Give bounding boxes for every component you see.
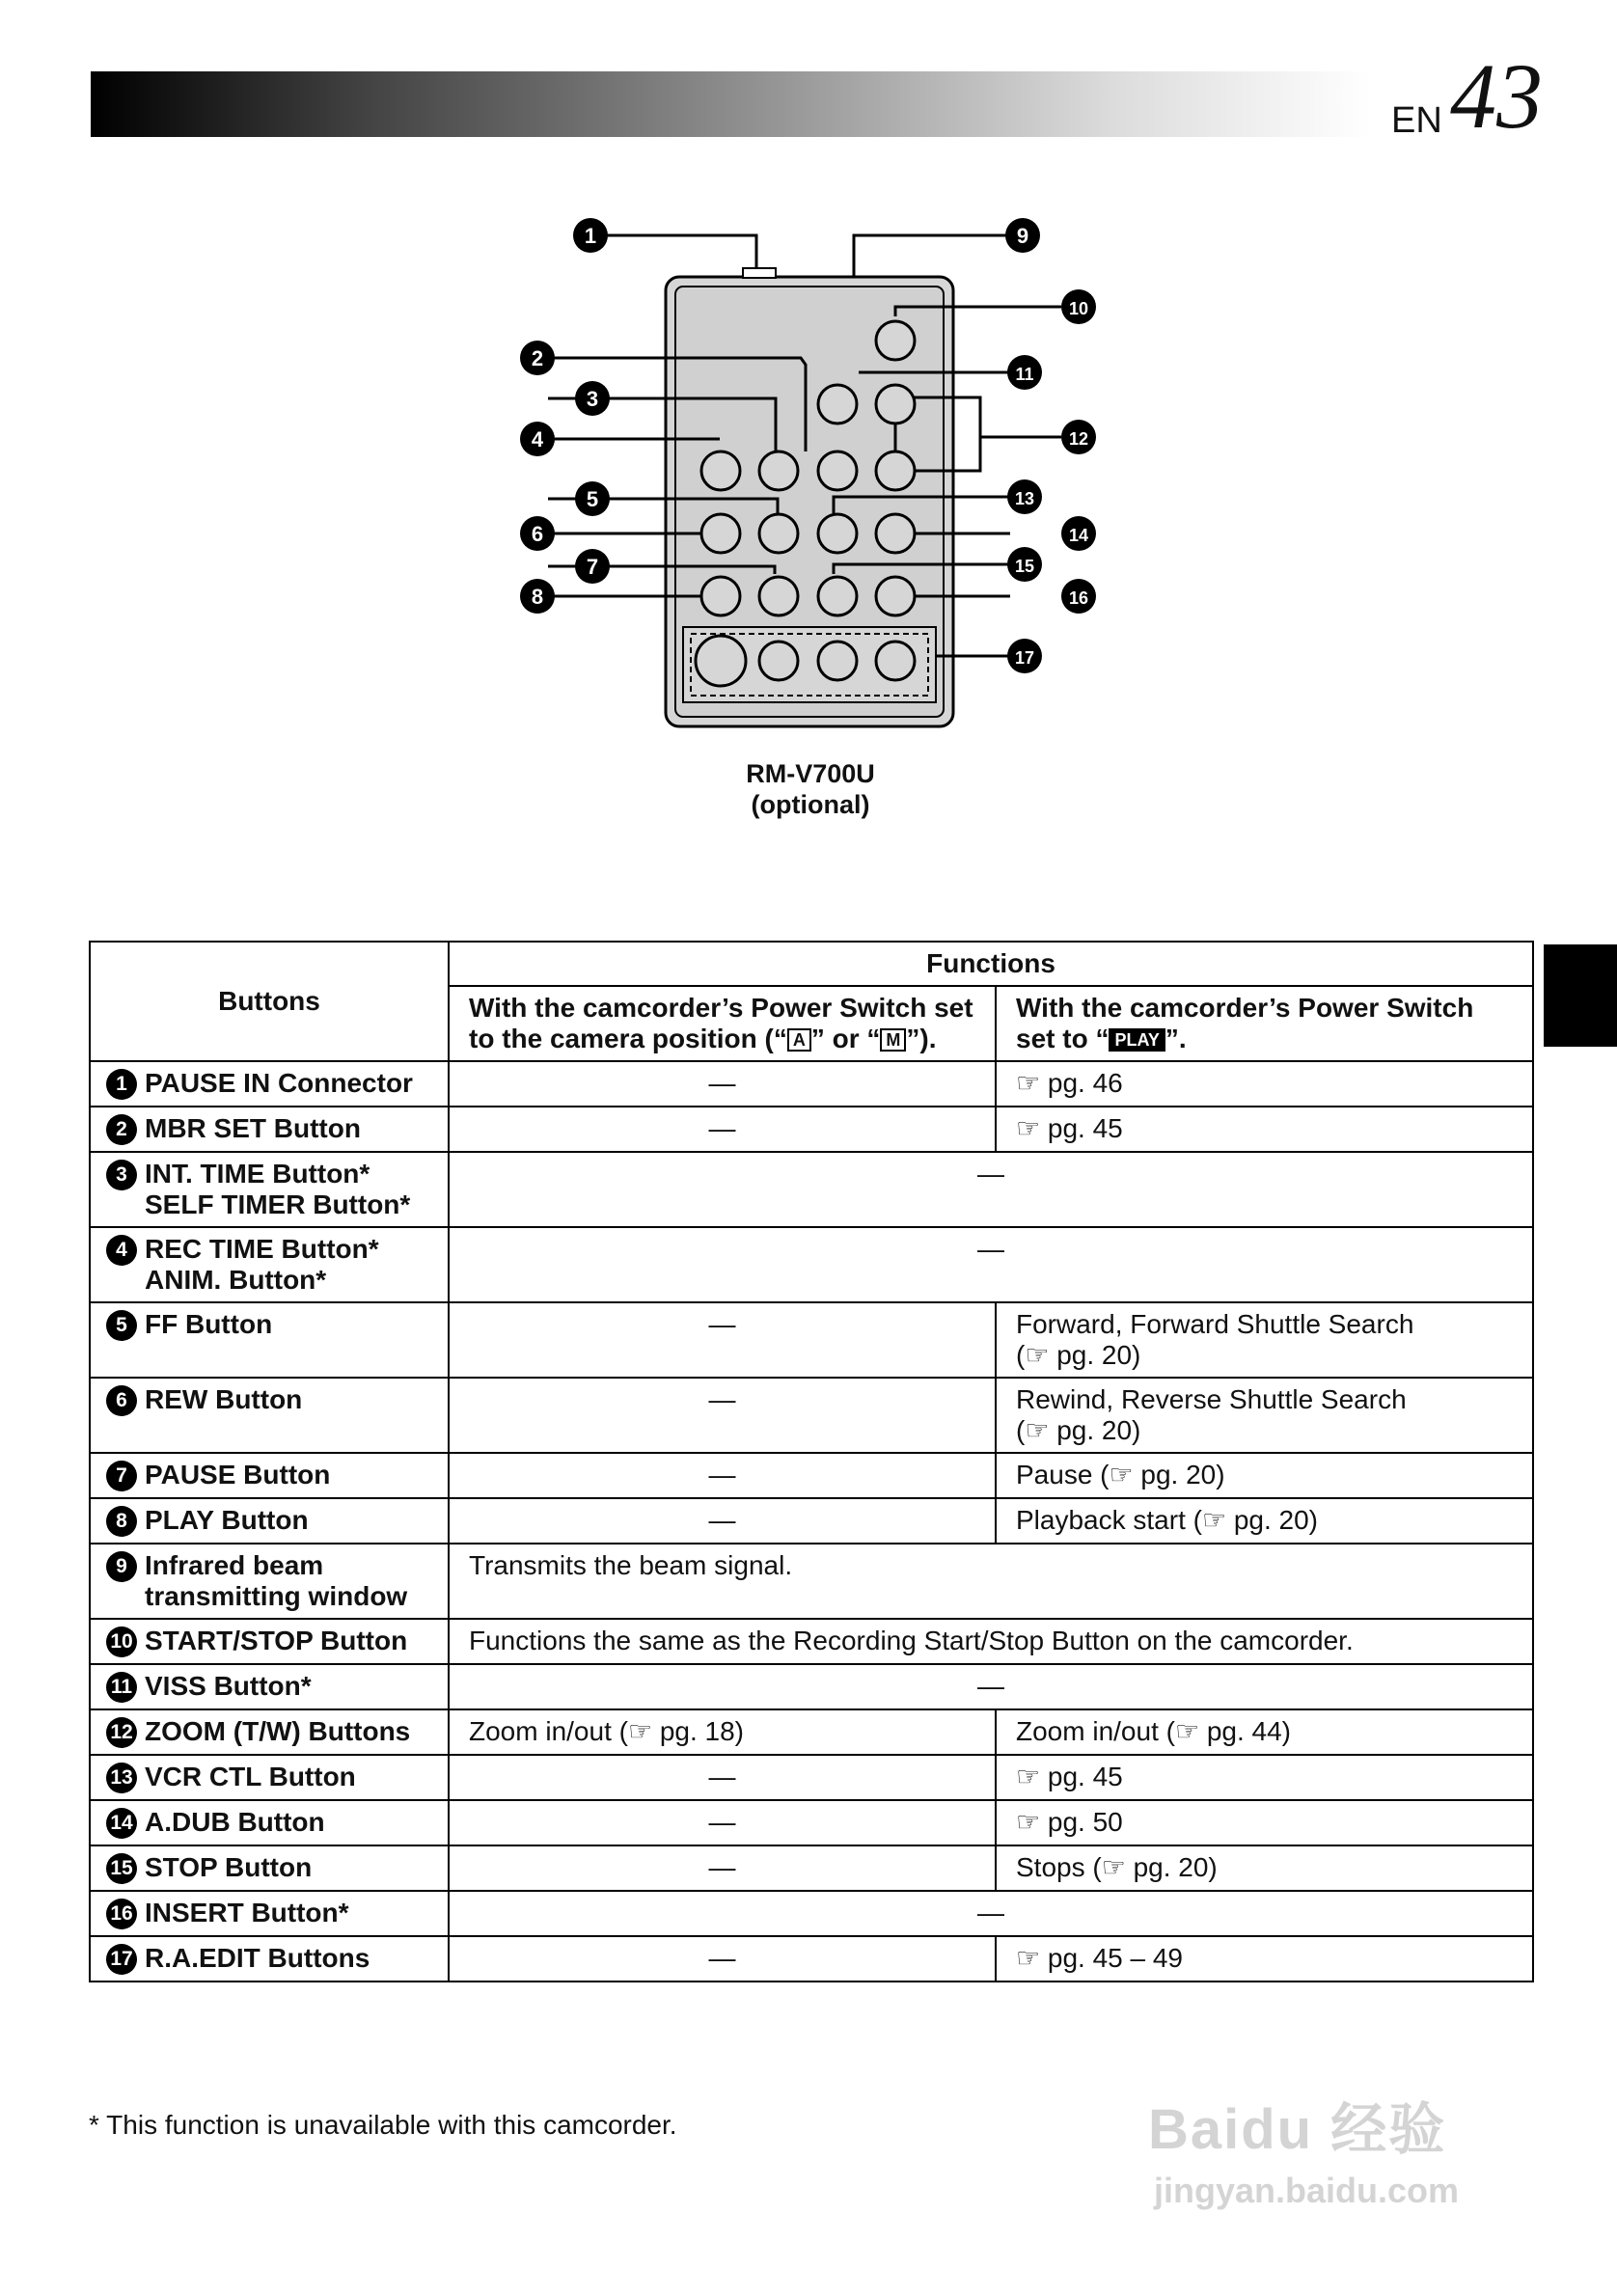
button-name: PAUSE Button [145,1460,331,1490]
camera-function-cell: — [449,1378,996,1453]
viss-button [818,385,857,424]
play-function-text: Forward, Forward Shuttle Search [1016,1309,1414,1339]
header-play-end: ”. [1165,1024,1187,1053]
play-function-cell [996,1498,1533,1544]
button-name: Infrared beam [145,1550,324,1580]
callout-6: 6 [531,522,544,546]
section-tab-marker [1544,944,1617,1047]
callout-9: 9 [1016,224,1029,248]
callout-number-icon: 4 [106,1235,137,1266]
a-dub-button [876,514,915,553]
remote-control-diagram [0,0,1617,868]
header-functions: Functions [449,942,1533,986]
button-name-cell [90,1544,449,1619]
button-name-cell [90,1709,449,1755]
insert-button [876,577,915,615]
button-name: VCR CTL Button [145,1762,356,1791]
button-name: PLAY Button [145,1505,309,1535]
watermark-url: jingyan.baidu.com [1154,2171,1460,2210]
button-name-cell [90,1107,449,1152]
button-name-cell [90,1227,449,1302]
play-function-cell [996,1936,1533,1982]
footnote: * This function is unavailable with this camcorder. [89,2110,677,2140]
button-name-cell [90,1378,449,1453]
button-name-cell [90,1453,449,1498]
table-row [90,1936,1533,1982]
button-name-cell [90,1845,449,1891]
callout-17: 17 [1014,648,1035,668]
callout-8: 8 [531,585,544,609]
callout-12: 12 [1068,429,1089,449]
callout-3: 3 [586,387,599,411]
play-function-text: Pause (☞ pg. 20) [1016,1460,1225,1490]
pause-in-connector [743,268,776,278]
callout-11: 11 [1015,365,1034,384]
stop-button [818,577,857,615]
camera-function-cell: — [449,1845,996,1891]
camera-function-cell: — [449,1061,996,1107]
start-stop-button [876,321,915,360]
play-function-cell [996,1107,1533,1152]
button-functions-table [89,941,1534,1982]
play-function-cell [996,1845,1533,1891]
function-both-cell: — [449,1891,1533,1936]
callout-number-icon: 3 [106,1160,137,1190]
callout-number-icon: 14 [106,1808,137,1839]
callout-number-icon: 15 [106,1853,137,1884]
play-button [701,577,740,615]
camera-function-cell: — [449,1936,996,1982]
rec-time-button [701,451,740,490]
play-function-text: ☞ pg. 50 [1016,1807,1123,1837]
camera-function-cell: — [449,1302,996,1378]
play-mode-icon: PLAY [1109,1028,1165,1052]
camera-function-cell: Zoom in/out (☞ pg. 18) [449,1709,996,1755]
button-name: PAUSE IN Connector [145,1068,413,1098]
table-row [90,1302,1533,1378]
button-name-cell [90,1498,449,1544]
button-name-cell [90,1664,449,1709]
header-buttons: Buttons [90,942,449,1061]
watermark-logo: Baidu 经验 [1148,2098,1447,2161]
camera-function-cell: — [449,1498,996,1544]
play-function-text: ☞ pg. 45 [1016,1113,1123,1143]
play-function-text: ☞ pg. 45 – 49 [1016,1943,1184,1973]
auto-mode-icon: A [787,1028,811,1052]
button-name-cell [90,1800,449,1845]
function-both-cell: Transmits the beam signal. [449,1544,1533,1619]
button-name: FF Button [145,1309,273,1339]
callout-1: 1 [584,224,597,248]
vcr-ctl-button [818,514,857,553]
camera-function-cell: — [449,1800,996,1845]
zoom-w-button [876,451,915,490]
callout-2: 2 [531,346,544,370]
button-name-cell [90,1619,449,1664]
callout-number-icon: 10 [106,1626,137,1657]
caption-optional: (optional) [751,790,870,819]
function-both-cell: Functions the same as the Recording Start/Stop Button on the camcorder. [449,1619,1533,1664]
header-camera-or: ” or “ [810,1024,881,1053]
table-row [90,1498,1533,1544]
callout-15: 15 [1014,557,1035,576]
callout-4: 4 [531,427,544,451]
play-function-cell [996,1755,1533,1800]
camera-function-cell: — [449,1755,996,1800]
callout-number-icon: 17 [106,1944,137,1975]
diagram-caption [714,758,907,820]
button-name-line2: SELF TIMER Button* [145,1189,411,1219]
callout-13: 13 [1014,489,1035,508]
table-row [90,1453,1533,1498]
rew-button [701,514,740,553]
button-name: INT. TIME Button* [145,1159,370,1189]
callout-7: 7 [586,555,599,579]
callout-number-icon: 2 [106,1114,137,1145]
button-name: VISS Button* [145,1671,312,1701]
header-play-text: With the camcorder’s Power Switch set to “ [1016,993,1474,1053]
button-name: REW Button [145,1384,303,1414]
int-time-button [759,451,798,490]
button-name: REC TIME Button* [145,1234,379,1264]
button-name-cell [90,1891,449,1936]
function-both-cell: — [449,1664,1533,1709]
callout-number-icon: 8 [106,1506,137,1537]
button-name: A.DUB Button [145,1807,325,1837]
zoom-t-button [876,385,915,424]
table-row [90,1800,1533,1845]
button-name: R.A.EDIT Buttons [145,1943,370,1973]
header-camera-text: With the camcorder’s Power Switch set to the camera position (“ [469,993,973,1053]
play-function-cell [996,1302,1533,1378]
ff-button [759,514,798,553]
table-row [90,1619,1533,1664]
button-name: START/STOP Button [145,1626,408,1655]
button-name: STOP Button [145,1852,313,1882]
table-row [90,1544,1533,1619]
camera-function-cell: — [449,1107,996,1152]
callout-number-icon: 7 [106,1461,137,1491]
callout-10: 10 [1068,299,1089,318]
callout-14: 14 [1068,526,1089,545]
callout-number-icon: 1 [106,1069,137,1100]
button-name-line2: ANIM. Button* [145,1265,327,1295]
button-name-cell [90,1061,449,1107]
play-function-text: ☞ pg. 45 [1016,1762,1123,1791]
table-row [90,1061,1533,1107]
play-function-text: Stops (☞ pg. 20) [1016,1852,1218,1882]
play-function-text: Zoom in/out (☞ pg. 44) [1016,1716,1292,1746]
header-camera-end: ”). [906,1024,937,1053]
button-name: INSERT Button* [145,1898,349,1927]
camera-function-cell: — [449,1453,996,1498]
callout-number-icon: 13 [106,1763,137,1793]
function-both-cell: — [449,1227,1533,1302]
table-row [90,1107,1533,1152]
callout-number-icon: 16 [106,1899,137,1929]
function-both-cell: — [449,1152,1533,1227]
play-function-text-line2: (☞ pg. 20) [1016,1415,1141,1445]
header-camera-mode [449,986,996,1061]
page-number: 43 [1450,44,1543,148]
play-function-cell [996,1378,1533,1453]
play-function-text-line2: (☞ pg. 20) [1016,1340,1141,1370]
button-name-cell [90,1152,449,1227]
table-row [90,1378,1533,1453]
play-function-text: ☞ pg. 46 [1016,1068,1123,1098]
callout-number-icon: 11 [106,1672,137,1703]
table-row [90,1664,1533,1709]
button-name-cell [90,1936,449,1982]
caption-model: RM-V700U [746,759,875,788]
manual-mode-icon: M [880,1028,906,1052]
pause-button [759,577,798,615]
play-function-cell [996,1800,1533,1845]
table-row [90,1152,1533,1227]
table-row [90,1845,1533,1891]
table-row [90,1227,1533,1302]
button-name-cell [90,1755,449,1800]
callout-16: 16 [1068,588,1089,608]
mbr-set-button [818,451,857,490]
button-name-cell [90,1302,449,1378]
play-function-text: Playback start (☞ pg. 20) [1016,1505,1319,1535]
table-row [90,1709,1533,1755]
callout-number-icon: 12 [106,1717,137,1748]
callout-number-icon: 6 [106,1385,137,1416]
button-name-line2: transmitting window [145,1581,408,1611]
header-play-mode [996,986,1533,1061]
play-function-text: Rewind, Reverse Shuttle Search [1016,1384,1407,1414]
language-label: EN [1391,100,1442,141]
callout-number-icon: 5 [106,1310,137,1341]
play-function-cell [996,1709,1533,1755]
callout-number-icon: 9 [106,1551,137,1582]
play-function-cell [996,1453,1533,1498]
table-row [90,1755,1533,1800]
callout-5: 5 [586,487,599,511]
button-name: ZOOM (T/W) Buttons [145,1716,411,1746]
play-function-cell [996,1061,1533,1107]
table-row [90,1891,1533,1936]
button-name: MBR SET Button [145,1113,361,1143]
